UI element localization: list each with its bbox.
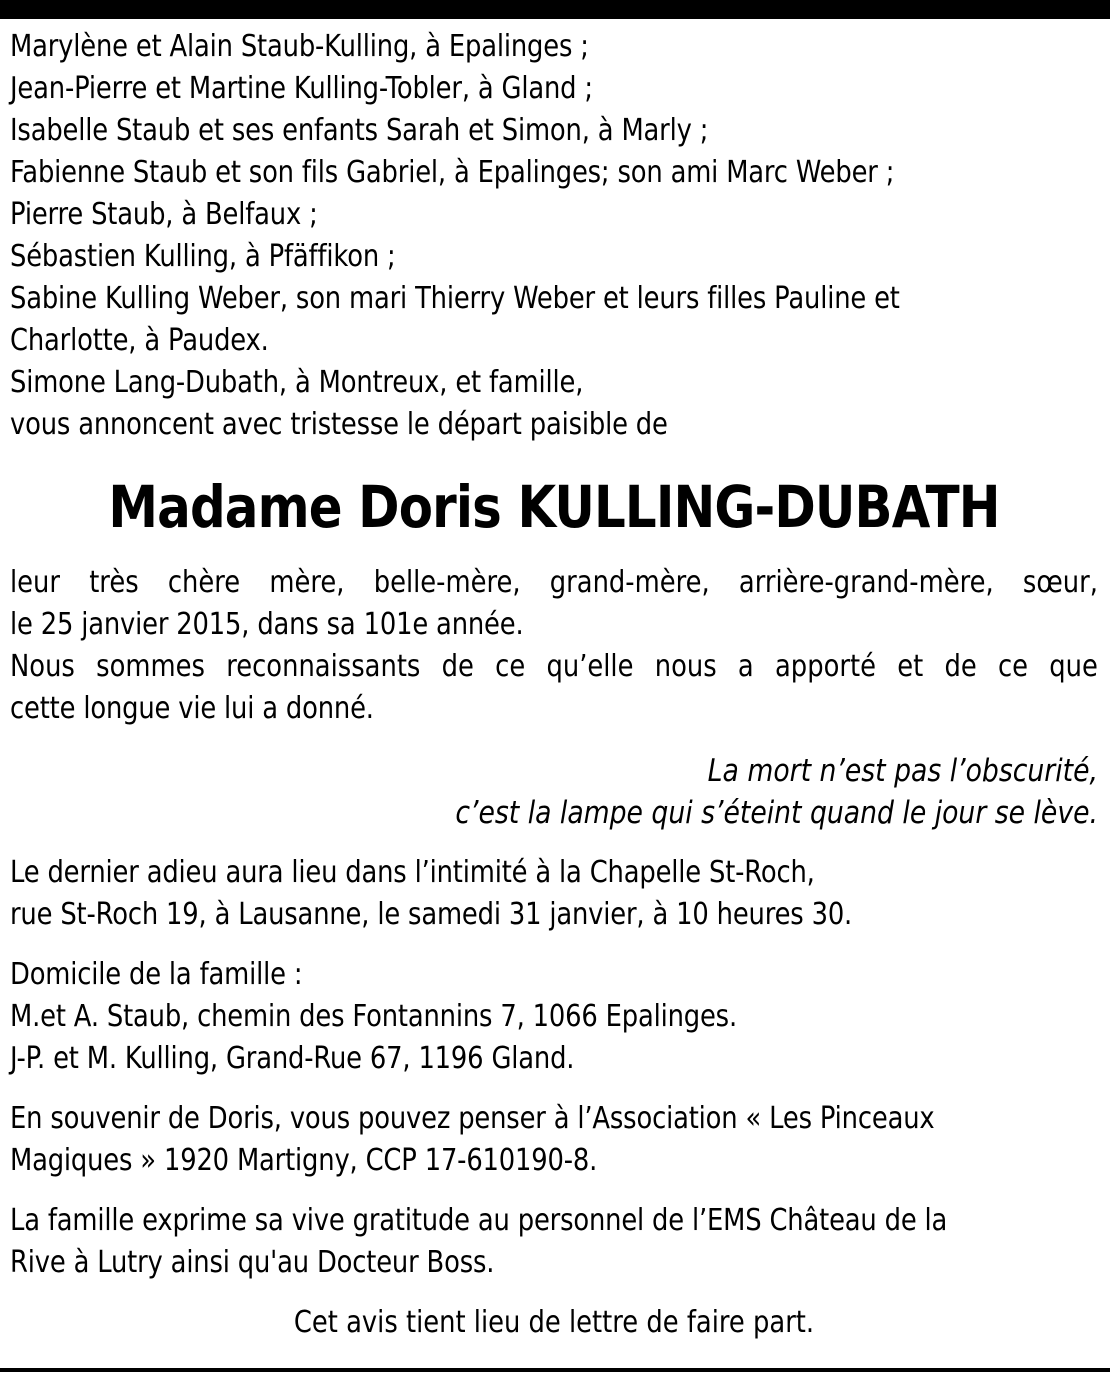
ceremony-line: rue St-Roch 19, à Lausanne, le samedi 31 janvier, à 10 heures 30.: [10, 897, 853, 932]
quote-line: La mort n’est pas l’obscurité,: [707, 753, 1098, 789]
bottom-border-rule: [0, 1368, 1110, 1372]
family-line: Isabelle Staub et ses enfants Sarah et Simon, à Marly ;: [10, 113, 709, 148]
family-line: Sabine Kulling Weber, son mari Thierry Weber et leurs filles Pauline et: [10, 281, 900, 316]
quote-block: [10, 750, 1098, 834]
quote-line: c’est la lampe qui s’éteint quand le jour se lève.: [455, 795, 1098, 831]
gratitude-line: Rive à Lutry ainsi qu'au Docteur Boss.: [10, 1245, 495, 1280]
closing-statement: Cet avis tient lieu de lettre de faire part.: [293, 1305, 815, 1340]
donation-line: Magiques » 1920 Martigny, CCP 17-610190-8.: [10, 1143, 598, 1178]
gratitude-paragraph: [10, 1200, 1098, 1284]
gratitude-line: La famille exprime sa vive gratitude au personnel de l’EMS Château de la: [10, 1203, 948, 1238]
ceremony-line: Le dernier adieu aura lieu dans l’intimité à la Chapelle St-Roch,: [10, 855, 815, 890]
top-border-rule: [0, 0, 1110, 19]
deceased-name-heading: Madame Doris KULLING-DUBATH: [108, 473, 1000, 541]
family-line: Fabienne Staub et son fils Gabriel, à Epalinges; son ami Marc Weber ;: [10, 155, 895, 190]
ceremony-paragraph: [10, 852, 1098, 936]
description-paragraph: [10, 562, 1098, 730]
obituary-notice: [10, 26, 1098, 1344]
description-line: leur très chère mère, belle-mère, grand-mère, arrière-grand-mère, sœur,: [10, 565, 1098, 600]
donation-line: En souvenir de Doris, vous pouvez penser à l’Association « Les Pinceaux: [10, 1101, 935, 1136]
family-list: [10, 26, 1098, 446]
family-line: vous annoncent avec tristesse le départ paisible de: [10, 407, 668, 442]
family-line: Simone Lang-Dubath, à Montreux, et famille,: [10, 365, 584, 400]
description-line: Nous sommes reconnaissants de ce qu’elle nous a apporté et de ce que: [10, 649, 1098, 684]
donation-paragraph: [10, 1098, 1098, 1182]
domicile-label: Domicile de la famille :: [10, 957, 303, 992]
family-line: Pierre Staub, à Belfaux ;: [10, 197, 318, 232]
description-line: le 25 janvier 2015, dans sa 101e année.: [10, 607, 524, 642]
family-line: Charlotte, à Paudex.: [10, 323, 269, 358]
domicile-paragraph: [10, 954, 1098, 1080]
description-line: cette longue vie lui a donné.: [10, 691, 374, 726]
family-line: Marylène et Alain Staub-Kulling, à Epalinges ;: [10, 29, 589, 64]
family-line: Jean-Pierre et Martine Kulling-Tobler, à Gland ;: [10, 71, 593, 106]
family-line: Sébastien Kulling, à Pfäffikon ;: [10, 239, 396, 274]
domicile-address: M.et A. Staub, chemin des Fontannins 7, 1066 Epalinges.: [10, 999, 737, 1034]
domicile-address: J-P. et M. Kulling, Grand-Rue 67, 1196 Gland.: [10, 1041, 575, 1076]
